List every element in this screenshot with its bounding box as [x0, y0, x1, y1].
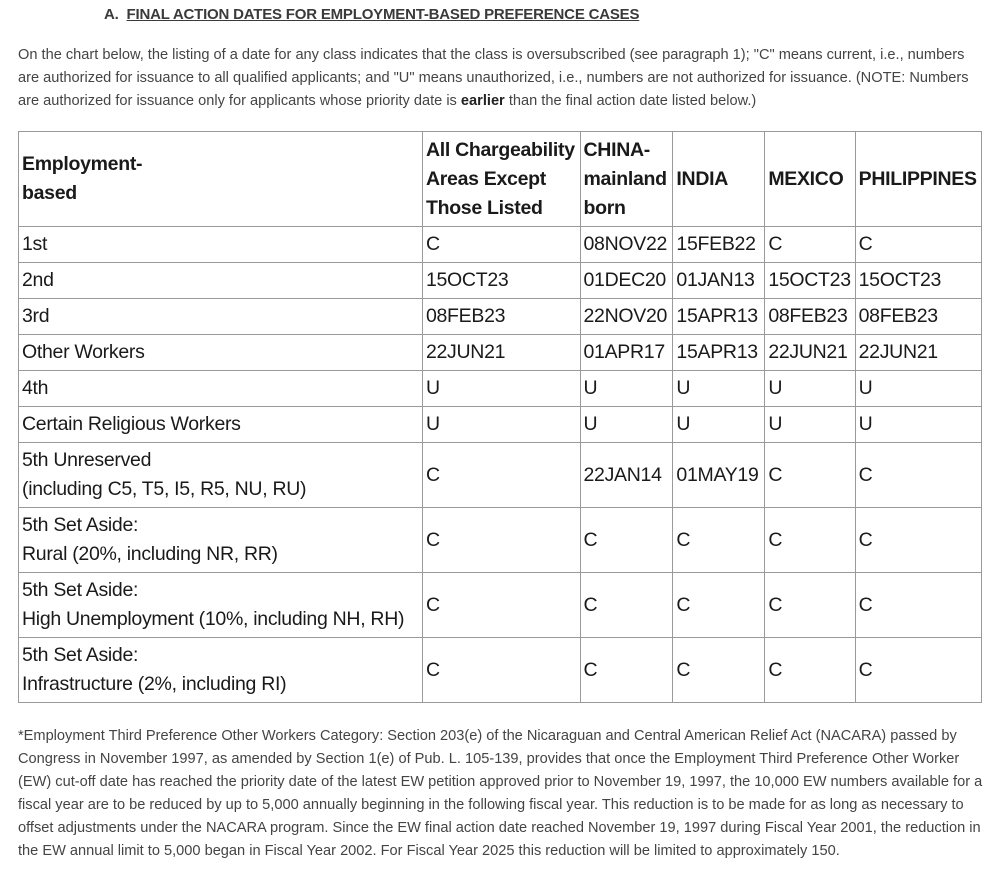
header-china: CHINA- mainland born [580, 132, 673, 227]
row-category-line: 2nd [22, 269, 54, 291]
header-category: Employment- based [19, 132, 423, 227]
cell-all-areas: 08FEB23 [422, 299, 580, 335]
cell-philippines: C [855, 508, 981, 573]
cell-india: 15FEB22 [673, 227, 765, 263]
cell-mexico: U [765, 407, 855, 443]
cell-philippines: C [855, 227, 981, 263]
cell-china: U [580, 407, 673, 443]
header-philippines: PHILIPPINES [855, 132, 981, 227]
row-category-line: Certain Religious Workers [22, 413, 241, 435]
cell-china: U [580, 371, 673, 407]
row-category-line: 3rd [22, 305, 50, 327]
cell-china: 08NOV22 [580, 227, 673, 263]
row-category-line: 4th [22, 377, 49, 399]
cell-all-areas: 15OCT23 [422, 263, 580, 299]
cell-all-areas: C [422, 443, 580, 508]
cell-china: C [580, 638, 673, 703]
header-mexico: MEXICO [765, 132, 855, 227]
cell-china: 22NOV20 [580, 299, 673, 335]
table-row [19, 299, 982, 335]
table-row [19, 371, 982, 407]
intro-text-end: than the final action date listed below.) [508, 93, 757, 109]
row-category-line: 5th Unreserved [22, 449, 152, 471]
cell-india: C [673, 508, 765, 573]
cell-all-areas: C [422, 508, 580, 573]
table-row [19, 227, 982, 263]
row-category-line: 5th Set Aside: [22, 514, 139, 536]
cell-philippines: C [855, 443, 981, 508]
row-category-cell [19, 299, 423, 335]
cell-mexico: 15OCT23 [765, 263, 855, 299]
cell-india: C [673, 573, 765, 638]
cell-india: 01MAY19 [673, 443, 765, 508]
intro-paragraph [18, 44, 978, 113]
section-heading-prefix: A. [104, 6, 119, 23]
cell-philippines: U [855, 371, 981, 407]
cell-all-areas: C [422, 573, 580, 638]
cell-all-areas: 22JUN21 [422, 335, 580, 371]
cell-mexico: 22JUN21 [765, 335, 855, 371]
row-category-line: 5th Set Aside: [22, 579, 139, 601]
cell-philippines: 08FEB23 [855, 299, 981, 335]
row-category-line: Other Workers [22, 341, 145, 363]
cell-all-areas: C [422, 227, 580, 263]
cell-india: 01JAN13 [673, 263, 765, 299]
cell-china: C [580, 508, 673, 573]
cell-india: 15APR13 [673, 299, 765, 335]
cell-india: U [673, 371, 765, 407]
table-row [19, 407, 982, 443]
table-row [19, 335, 982, 371]
header-all-chargeability: All Chargeability Areas Except Those Listed [422, 132, 580, 227]
cell-mexico: 08FEB23 [765, 299, 855, 335]
row-category-cell [19, 443, 423, 508]
cell-philippines: 15OCT23 [855, 263, 981, 299]
row-category-cell [19, 638, 423, 703]
cell-india: U [673, 407, 765, 443]
cell-india: C [673, 638, 765, 703]
final-action-dates-table [18, 131, 982, 703]
table-row [19, 573, 982, 638]
intro-text: On the chart below, the listing of a date for any class indicates that the class is oversubscribed (see paragraph 1); "C" means current, i.e., numbers are authorized for issuance to all qualified applicants; and "U" means unauthorized, i.e., numbers are not authorized for issuance. (NOTE: Numbers are authorized for issuance only for applicants whose priority date is [18, 47, 969, 109]
table-row [19, 638, 982, 703]
cell-mexico: C [765, 227, 855, 263]
cell-china: C [580, 573, 673, 638]
header-india: INDIA [673, 132, 765, 227]
cell-all-areas: C [422, 638, 580, 703]
cell-mexico: C [765, 443, 855, 508]
row-category-cell [19, 335, 423, 371]
cell-philippines: 22JUN21 [855, 335, 981, 371]
row-category-line: 1st [22, 233, 48, 255]
cell-philippines: C [855, 573, 981, 638]
cell-china: 01DEC20 [580, 263, 673, 299]
row-category-cell [19, 371, 423, 407]
table-body [19, 227, 982, 703]
cell-china: 01APR17 [580, 335, 673, 371]
cell-all-areas: U [422, 371, 580, 407]
row-category-line: High Unemployment (10%, including NH, RH) [22, 608, 405, 630]
row-category-line: 5th Set Aside: [22, 644, 139, 666]
row-category-line: Infrastructure (2%, including RI) [22, 673, 287, 695]
row-category-cell [19, 573, 423, 638]
cell-china: 22JAN14 [580, 443, 673, 508]
row-category-cell [19, 407, 423, 443]
cell-mexico: C [765, 638, 855, 703]
row-category-line: Rural (20%, including NR, RR) [22, 543, 278, 565]
table-header-row [19, 132, 982, 227]
section-heading [104, 6, 639, 23]
cell-philippines: U [855, 407, 981, 443]
table-row [19, 263, 982, 299]
cell-india: 15APR13 [673, 335, 765, 371]
row-category-cell [19, 508, 423, 573]
intro-bold-word: earlier [460, 93, 505, 109]
row-category-cell [19, 263, 423, 299]
cell-all-areas: U [422, 407, 580, 443]
cell-philippines: C [855, 638, 981, 703]
footnote-paragraph: *Employment Third Preference Other Workers Category: Section 203(e) of the Nicaraguan and Central American Relief Act (NACARA) passed by Congress in November 1997, as amended by Section 1(e) of Pub. L. 105-139, provides that once the Employment Third Preference Other Worker (EW) cut-off date has reached the priority date of the latest EW petition approved prior to November 19, 1997, the 10,000 EW numbers available for a fiscal year are to be reduced by up to 5,000 annually beginning in the following fiscal year. This reduction is to be made for as long as necessary to offset adjustments under the NACARA program. Since the EW final action date reached November 19, 1997 during Fiscal Year 2001, the reduction in the EW annual limit to 5,000 began in Fiscal Year 2002. For Fiscal Year 2025 this reduction will be limited to approximately 150. [18, 728, 983, 859]
table-row [19, 508, 982, 573]
cell-mexico: C [765, 508, 855, 573]
row-category-line: (including C5, T5, I5, R5, NU, RU) [22, 478, 307, 500]
section-heading-title: FINAL ACTION DATES FOR EMPLOYMENT-BASED PREFERENCE CASES [126, 6, 640, 23]
cell-mexico: U [765, 371, 855, 407]
row-category-cell [19, 227, 423, 263]
table-row [19, 443, 982, 508]
cell-mexico: C [765, 573, 855, 638]
